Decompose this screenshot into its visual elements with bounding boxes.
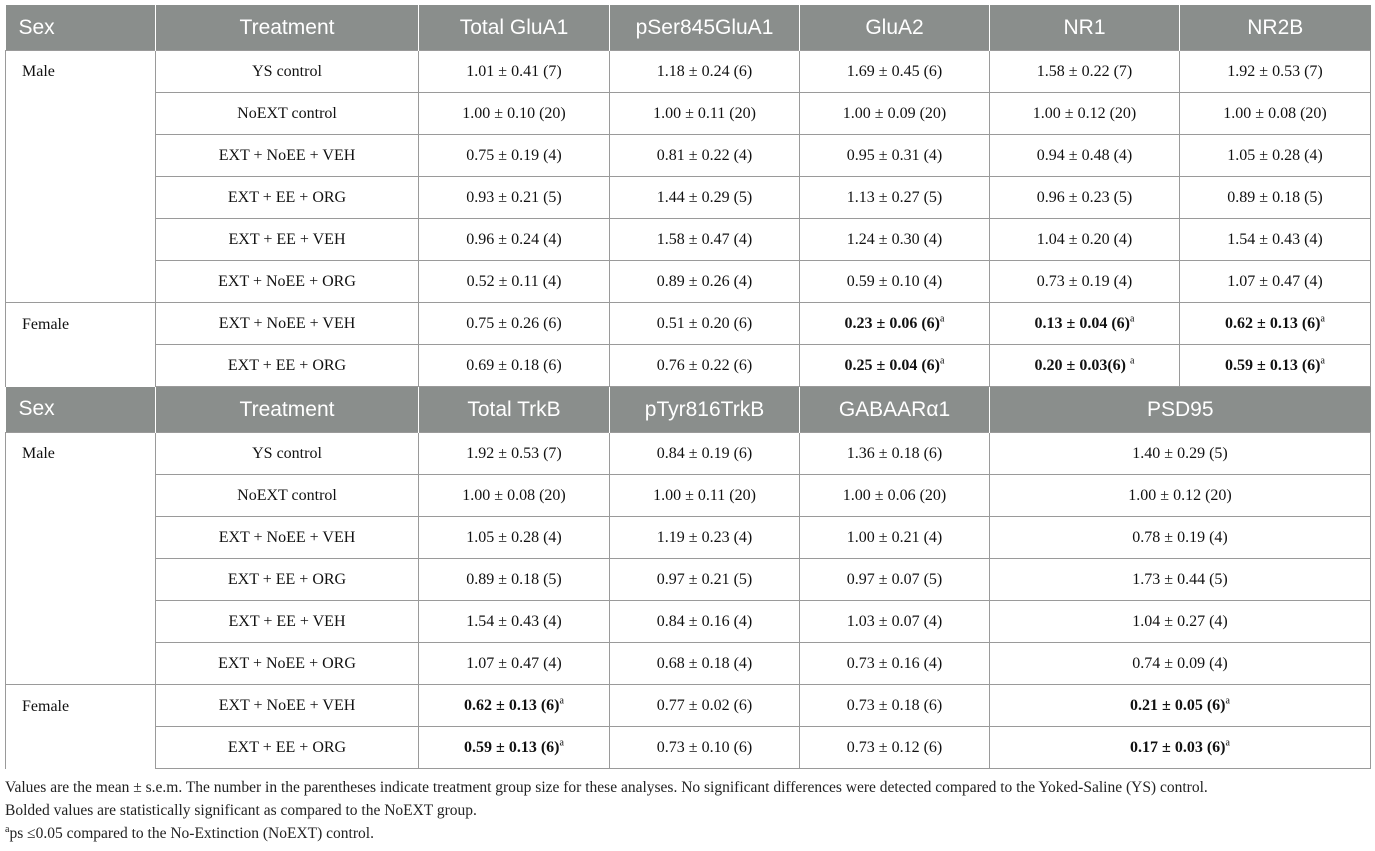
value-cell — [800, 643, 990, 685]
value-cell — [610, 433, 800, 475]
significance-marker: a — [559, 737, 564, 749]
value-cell — [990, 261, 1180, 303]
significance-marker: a — [939, 355, 945, 367]
note-line-2: Bolded values are statistically significant as compared to the NoEXT group. — [5, 802, 477, 819]
value-text: 0.68 ± 0.18 (4) — [656, 654, 753, 672]
table-row — [6, 727, 1371, 769]
value-cell — [800, 685, 990, 727]
value-cell — [419, 685, 610, 727]
value-cell — [800, 345, 990, 387]
value-cell — [419, 303, 610, 345]
table2-column-header: PSD95 — [990, 387, 1371, 433]
value-cell — [800, 601, 990, 643]
value-text: 0.94 ± 0.48 (4) — [1036, 146, 1133, 164]
value-cell — [800, 727, 990, 769]
footnote-text: ps ≤0.05 compared to the No-Extinction (NoEXT) control. — [9, 825, 374, 842]
value-cell — [419, 643, 610, 685]
value-text: 0.52 ± 0.11 (4) — [466, 272, 562, 290]
value-cell — [610, 93, 800, 135]
value-text: 0.21 ± 0.05 (6) — [1130, 696, 1226, 714]
value-text: 0.23 ± 0.06 (6) — [844, 314, 940, 332]
table-row — [6, 93, 1371, 135]
value-text: 0.97 ± 0.07 (5) — [846, 570, 943, 588]
value-text: 1.00 ± 0.10 (20) — [462, 104, 566, 122]
value-text: 0.78 ± 0.19 (4) — [1132, 528, 1228, 546]
table-row — [6, 51, 1371, 93]
table-row — [6, 685, 1371, 727]
value-cell — [610, 303, 800, 345]
value-cell — [990, 345, 1180, 387]
value-cell — [990, 727, 1371, 769]
value-text: 1.00 ± 0.21 (4) — [846, 528, 943, 546]
value-cell — [990, 93, 1180, 135]
value-cell — [610, 51, 800, 93]
value-cell — [419, 93, 610, 135]
value-text: 0.17 ± 0.03 (6) — [1130, 738, 1226, 756]
value-cell — [1180, 177, 1371, 219]
value-cell — [419, 433, 610, 475]
value-text: 0.62 ± 0.13 (6) — [1225, 314, 1321, 332]
value-cell — [990, 303, 1180, 345]
value-cell — [610, 685, 800, 727]
table2-header-row — [6, 387, 1371, 433]
value-text: 1.44 ± 0.29 (5) — [656, 188, 753, 206]
value-cell — [1180, 303, 1371, 345]
value-text: 0.59 ± 0.13 (6) — [1225, 356, 1321, 374]
value-cell — [1180, 261, 1371, 303]
value-text: 0.89 ± 0.18 (5) — [466, 570, 562, 588]
value-text: 0.77 ± 0.02 (6) — [656, 696, 753, 714]
significance-marker: a — [1129, 355, 1135, 367]
value-cell — [990, 643, 1371, 685]
significance-marker: a — [939, 313, 945, 325]
value-cell — [800, 559, 990, 601]
value-cell — [800, 219, 990, 261]
value-cell — [800, 261, 990, 303]
treatment-cell: NoEXT control — [156, 93, 419, 135]
value-text: 1.36 ± 0.18 (6) — [846, 444, 943, 462]
treatment-cell: EXT + NoEE + ORG — [156, 261, 419, 303]
table1-column-header: pSer845GluA1 — [610, 5, 800, 51]
significance-marker: a — [1225, 737, 1230, 749]
value-cell — [1180, 219, 1371, 261]
value-text: 0.73 ± 0.12 (6) — [846, 738, 943, 756]
value-cell — [419, 177, 610, 219]
significance-marker: a — [1129, 313, 1135, 325]
value-text: 0.13 ± 0.04 (6) — [1034, 314, 1130, 332]
treatment-cell: EXT + EE + VEH — [156, 601, 419, 643]
value-cell — [419, 727, 610, 769]
table-row — [6, 303, 1371, 345]
value-text: 1.00 ± 0.09 (20) — [842, 104, 947, 122]
table-notes — [5, 776, 1370, 845]
value-text: 1.92 ± 0.53 (7) — [466, 444, 562, 462]
value-cell — [800, 517, 990, 559]
value-text: 0.20 ± 0.03(6) — [1034, 356, 1130, 374]
value-text: 1.01 ± 0.41 (7) — [466, 62, 562, 80]
table2-column-header: Treatment — [156, 387, 419, 433]
value-text: 1.18 ± 0.24 (6) — [656, 62, 753, 80]
value-text: 0.89 ± 0.18 (5) — [1227, 188, 1323, 206]
value-text: 1.40 ± 0.29 (5) — [1132, 444, 1228, 462]
value-text: 0.59 ± 0.10 (4) — [846, 272, 943, 290]
treatment-cell: EXT + EE + VEH — [156, 219, 419, 261]
value-text: 1.00 ± 0.06 (20) — [842, 486, 947, 504]
table-row — [6, 475, 1371, 517]
value-cell — [419, 51, 610, 93]
value-text: 1.69 ± 0.45 (6) — [846, 62, 943, 80]
value-text: 1.04 ± 0.20 (4) — [1036, 230, 1133, 248]
sex-group-cell: Female — [6, 685, 156, 769]
treatment-cell: EXT + NoEE + VEH — [156, 135, 419, 177]
value-text: 1.05 ± 0.28 (4) — [1227, 146, 1323, 164]
treatment-cell: YS control — [156, 433, 419, 475]
value-cell — [800, 135, 990, 177]
value-cell — [800, 475, 990, 517]
results-table — [5, 5, 1371, 769]
value-cell — [610, 345, 800, 387]
table-row — [6, 261, 1371, 303]
treatment-cell: EXT + EE + ORG — [156, 345, 419, 387]
footnote-marker: a — [5, 823, 10, 835]
value-cell — [610, 559, 800, 601]
value-text: 1.24 ± 0.30 (4) — [846, 230, 943, 248]
value-text: 0.73 ± 0.18 (6) — [846, 696, 943, 714]
table2-column-header: pTyr816TrkB — [610, 387, 800, 433]
table1-column-header: NR2B — [1180, 5, 1371, 51]
table1-header-row — [6, 5, 1371, 51]
value-text: 1.05 ± 0.28 (4) — [466, 528, 562, 546]
value-cell — [419, 517, 610, 559]
value-cell — [990, 219, 1180, 261]
significance-marker: a — [1320, 355, 1325, 367]
table-row — [6, 643, 1371, 685]
value-text: 1.07 ± 0.47 (4) — [466, 654, 562, 672]
value-text: 0.93 ± 0.21 (5) — [466, 188, 562, 206]
value-cell — [990, 177, 1180, 219]
value-cell — [990, 517, 1371, 559]
value-text: 0.73 ± 0.19 (4) — [1036, 272, 1133, 290]
value-cell — [610, 517, 800, 559]
value-text: 0.74 ± 0.09 (4) — [1132, 654, 1228, 672]
table1-column-header: Treatment — [156, 5, 419, 51]
value-text: 0.75 ± 0.19 (4) — [466, 146, 562, 164]
value-cell — [419, 261, 610, 303]
value-text: 1.00 ± 0.08 (20) — [462, 486, 566, 504]
table-body — [6, 5, 1371, 769]
value-cell — [419, 601, 610, 643]
table-row — [6, 345, 1371, 387]
sex-group-cell: Female — [6, 303, 156, 387]
value-cell — [990, 475, 1371, 517]
table-row — [6, 517, 1371, 559]
value-cell — [419, 345, 610, 387]
value-text: 1.00 ± 0.08 (20) — [1223, 104, 1327, 122]
value-text: 0.73 ± 0.10 (6) — [656, 738, 753, 756]
value-text: 0.97 ± 0.21 (5) — [656, 570, 753, 588]
value-text: 1.58 ± 0.22 (7) — [1036, 62, 1133, 80]
significance-marker: a — [1225, 695, 1230, 707]
treatment-cell: NoEXT control — [156, 475, 419, 517]
table1-column-header: Total GluA1 — [419, 5, 610, 51]
table2-column-header: Total TrkB — [419, 387, 610, 433]
significance-marker: a — [559, 695, 564, 707]
value-text: 0.51 ± 0.20 (6) — [656, 314, 753, 332]
value-text: 0.84 ± 0.19 (6) — [656, 444, 753, 462]
value-text: 1.03 ± 0.07 (4) — [846, 612, 943, 630]
value-cell — [419, 559, 610, 601]
value-text: 0.96 ± 0.23 (5) — [1036, 188, 1133, 206]
treatment-cell: EXT + NoEE + ORG — [156, 643, 419, 685]
value-text: 0.62 ± 0.13 (6) — [464, 696, 560, 714]
note-line-1: Values are the mean ± s.e.m. The number in the parentheses indicate treatment group size for these analyses. No significant differences were detected compared to the Yoked-Saline (YS) control. — [5, 779, 1208, 796]
value-text: 0.84 ± 0.16 (4) — [656, 612, 753, 630]
value-text: 1.00 ± 0.12 (20) — [1032, 104, 1137, 122]
value-text: 0.95 ± 0.31 (4) — [846, 146, 943, 164]
value-cell — [800, 303, 990, 345]
value-cell — [990, 51, 1180, 93]
treatment-cell: EXT + EE + ORG — [156, 559, 419, 601]
value-text: 1.04 ± 0.27 (4) — [1132, 612, 1228, 630]
table1-column-header: NR1 — [990, 5, 1180, 51]
value-cell — [800, 433, 990, 475]
table2-column-header: Sex — [6, 387, 156, 433]
value-text: 0.25 ± 0.04 (6) — [844, 356, 940, 374]
value-cell — [990, 135, 1180, 177]
value-text: 1.19 ± 0.23 (4) — [656, 528, 753, 546]
value-text: 1.73 ± 0.44 (5) — [1132, 570, 1228, 588]
footnote — [5, 822, 1370, 845]
treatment-cell: EXT + NoEE + VEH — [156, 685, 419, 727]
treatment-cell: EXT + EE + ORG — [156, 727, 419, 769]
value-text: 1.00 ± 0.11 (20) — [653, 104, 756, 122]
value-text: 1.00 ± 0.12 (20) — [1128, 486, 1232, 504]
value-cell — [1180, 51, 1371, 93]
table1-column-header: GluA2 — [800, 5, 990, 51]
table-row — [6, 559, 1371, 601]
value-text: 1.54 ± 0.43 (4) — [466, 612, 562, 630]
treatment-cell: EXT + NoEE + VEH — [156, 517, 419, 559]
value-text: 1.54 ± 0.43 (4) — [1227, 230, 1323, 248]
treatment-cell: YS control — [156, 51, 419, 93]
table-row — [6, 135, 1371, 177]
value-cell — [990, 433, 1371, 475]
significance-marker: a — [1320, 313, 1325, 325]
value-text: 0.73 ± 0.16 (4) — [846, 654, 943, 672]
data-table-container — [5, 5, 1370, 769]
value-cell — [610, 177, 800, 219]
value-text: 0.81 ± 0.22 (4) — [656, 146, 753, 164]
value-cell — [800, 177, 990, 219]
value-cell — [1180, 345, 1371, 387]
value-cell — [610, 727, 800, 769]
value-cell — [610, 475, 800, 517]
treatment-cell: EXT + NoEE + VEH — [156, 303, 419, 345]
value-cell — [419, 219, 610, 261]
value-cell — [419, 475, 610, 517]
value-text: 1.58 ± 0.47 (4) — [656, 230, 753, 248]
table2-column-header: GABAARα1 — [800, 387, 990, 433]
value-text: 0.89 ± 0.26 (4) — [656, 272, 753, 290]
treatment-cell: EXT + EE + ORG — [156, 177, 419, 219]
value-cell — [1180, 135, 1371, 177]
value-cell — [610, 135, 800, 177]
value-text: 1.13 ± 0.27 (5) — [846, 188, 943, 206]
value-text: 1.07 ± 0.47 (4) — [1227, 272, 1323, 290]
value-text: 0.96 ± 0.24 (4) — [466, 230, 562, 248]
sex-group-cell: Male — [6, 433, 156, 685]
value-text: 0.59 ± 0.13 (6) — [464, 738, 560, 756]
value-text: 0.76 ± 0.22 (6) — [656, 356, 753, 374]
table-row — [6, 601, 1371, 643]
value-text: 1.00 ± 0.11 (20) — [653, 486, 756, 504]
value-cell — [800, 51, 990, 93]
value-cell — [610, 601, 800, 643]
value-cell — [990, 559, 1371, 601]
table-row — [6, 177, 1371, 219]
value-text: 0.75 ± 0.26 (6) — [466, 314, 562, 332]
value-cell — [610, 261, 800, 303]
table-row — [6, 219, 1371, 261]
value-text: 0.69 ± 0.18 (6) — [466, 356, 562, 374]
value-cell — [610, 643, 800, 685]
value-cell — [610, 219, 800, 261]
value-cell — [1180, 93, 1371, 135]
table-row — [6, 433, 1371, 475]
value-cell — [990, 601, 1371, 643]
value-cell — [990, 685, 1371, 727]
value-cell — [419, 135, 610, 177]
table1-column-header: Sex — [6, 5, 156, 51]
value-cell — [800, 93, 990, 135]
value-text: 1.92 ± 0.53 (7) — [1227, 62, 1323, 80]
sex-group-cell: Male — [6, 51, 156, 303]
